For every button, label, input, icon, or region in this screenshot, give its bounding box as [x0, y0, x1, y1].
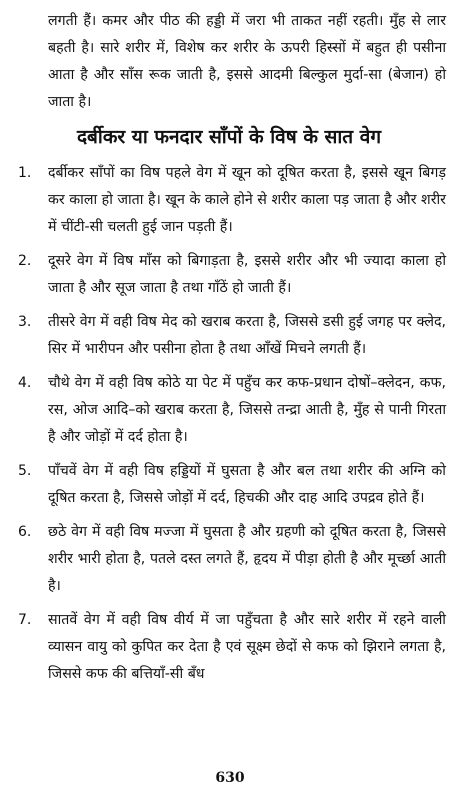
list-item-number: 6. [18, 524, 32, 540]
list-item [12, 309, 446, 363]
list-item [12, 160, 446, 241]
intro-paragraph: लगती हैं। कमर और पीठ की हड्डी में जरा भी ताकत नहीं रहती। मुँह से लार बहती है। सारे शरीर में, विशेष कर शरीर के ऊपरी हिस्सों में बहुत ही पसीना आता है और साँस रूक जाती है, इससे आदमी बिल्कुल मुर्दा-सा (बेजान) हो जाता है। [48, 13, 446, 110]
list-item-text: छठे वेग में वही विष मज्जा में घुसता है और ग्रहणी को दूषित करता है, जिससे शरीर भारी होता है, पतले दस्त लगते हैं, हृदय में पीड़ा होती है और मूर्च्छा आती है। [48, 524, 446, 594]
list-item-text: दर्बीकर साँपों का विष पहले वेग में खून को दूषित करता है, इससे खून बिगड़ कर काला हो जाता है। खून के काले होने से शरीर काला पड़ जाता है और शरीर में चींटी-सी चलती हुई जान पड़ती हैं। [48, 165, 446, 235]
list-item-text: पाँचवें वेग में वही विष हड्डियों में घुसता है और बल तथा शरीर की अग्नि को दूषित करता है, जिससे जोड़ों में दर्द, हिचकी और दाह आदि उपद्रव होते हैं। [48, 463, 446, 506]
list-item-text: सातवें वेग में वही विष वीर्य में जा पहुँचता है और सारे शरीर में रहने वाली व्यासन वायु को कुपित कर देता है एवं सूक्ष्म छेदों से कफ को झिराने लगता है, जिससे कफ की बत्तियाँ-सी बँध [48, 612, 446, 682]
list-item-text: तीसरे वेग में वही विष मेद को खराब करता है, जिससे डसी हुई जगह पर क्लेद, सिर में भारीपन और पसीना होता है तथा आँखें मिचने लगती हैं। [48, 314, 446, 357]
list-item-number: 3. [18, 314, 32, 330]
list-item-number: 4. [18, 375, 32, 391]
list-item-text: चौथे वेग में वही विष कोठे या पेट में पहुँच कर कफ-प्रधान दोषों–क्लेदन, कफ, रस, ओज आदि–को खराब करता है, जिससे तन्द्रा आती है, मुँह से पानी गिरता है और जोड़ों में दर्द होता है। [48, 375, 446, 445]
list-item-number: 1. [18, 165, 32, 181]
list-item-number: 7. [18, 612, 32, 628]
list-item-text: दूसरे वेग में विष माँस को बिगाड़ता है, इससे शरीर और भी ज्यादा काला हो जाता है और सूज जाता है तथा गाँठें हो जाती हैं। [48, 253, 446, 296]
list-item-number: 5. [18, 463, 32, 479]
numbered-list [12, 160, 446, 688]
list-item [12, 519, 446, 600]
list-item [12, 607, 446, 688]
list-item [12, 248, 446, 302]
list-item [12, 458, 446, 512]
section-heading: दर्बीकर या फनदार साँपों के विष के सात वेग [76, 126, 382, 148]
page-number: 630 [215, 770, 245, 786]
list-item-number: 2. [18, 253, 32, 269]
list-item [12, 370, 446, 451]
